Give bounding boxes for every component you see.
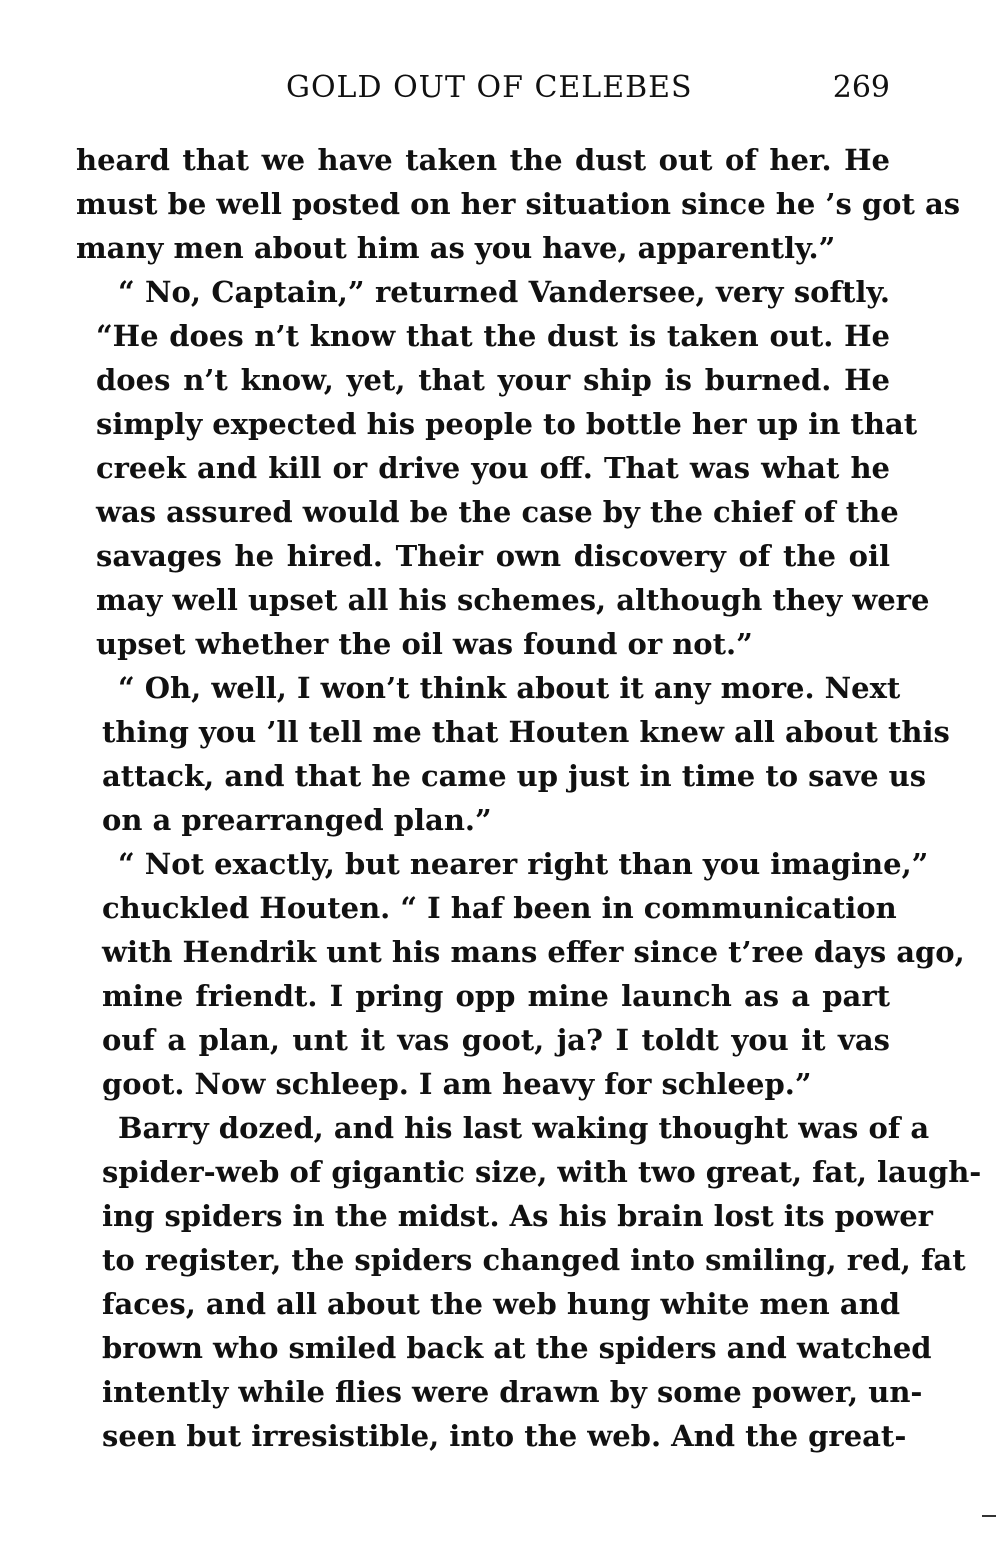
text-line: heard that we have taken the dust out of her. He [76,143,890,177]
text-line: many men about him as you have, apparently.” [76,231,836,265]
text-line: chuckled Houten. “ I haf been in communication [102,891,897,925]
text-line: “He does n’t know that the dust is taken out. He [96,319,890,353]
text-line: ing spiders in the midst. As his brain lost its power [102,1199,933,1233]
text-line: was assured would be the case by the chief of the [96,495,899,529]
text-line: “ No, Captain,” returned Vandersee, very softly. [118,275,890,309]
running-title: GOLD OUT OF CELEBES [286,70,693,105]
text-line: Barry dozed, and his last waking thought was of a [118,1111,930,1145]
text-line: savages he hired. Their own discovery of the oil [96,539,890,573]
body-text [76,138,982,1458]
text-line: thing you ’ll tell me that Houten knew all about this [102,715,950,749]
text-line: creek and kill or drive you off. That was what he [96,451,890,485]
text-line: must be well posted on her situation since he ’s got as [76,187,961,221]
text-line: “ Not exactly, but nearer right than you imagine,” [118,847,929,881]
text-line: with Hendrik unt his mans effer since t’ree days ago, [102,935,965,969]
text-line: to register, the spiders changed into smiling, red, fat [102,1243,966,1277]
text-line: intently while flies were drawn by some power, un- [102,1375,923,1409]
text-line: brown who smiled back at the spiders and watched [102,1331,932,1365]
text-line: simply expected his people to bottle her up in that [96,407,918,441]
text-line: does n’t know, yet, that your ship is burned. He [96,363,890,397]
text-line: attack, and that he came up just in time to save us [102,759,927,793]
text-line: faces, and all about the web hung white men and [102,1287,900,1321]
running-header [0,70,1000,120]
text-line: upset whether the oil was found or not.” [96,627,753,661]
page-number: 269 [832,70,890,105]
text-line: “ Oh, well, I won’t think about it any more. Next [118,671,901,705]
text-line: mine friendt. I pring opp mine launch as a part [102,979,890,1013]
text-line: spider-web of gigantic size, with two great, fat, laugh- [102,1155,982,1189]
text-line: may well upset all his schemes, although they were [96,583,930,617]
text-line: goot. Now schleep. I am heavy for schleep.” [102,1067,812,1101]
text-line: seen but irresistible, into the web. And the great- [102,1419,907,1453]
text-line: on a prearranged plan.” [102,803,492,837]
text-line: ouf a plan, unt it vas goot, ja? I toldt you it vas [102,1023,890,1057]
scan-edge-mark [982,1515,996,1517]
